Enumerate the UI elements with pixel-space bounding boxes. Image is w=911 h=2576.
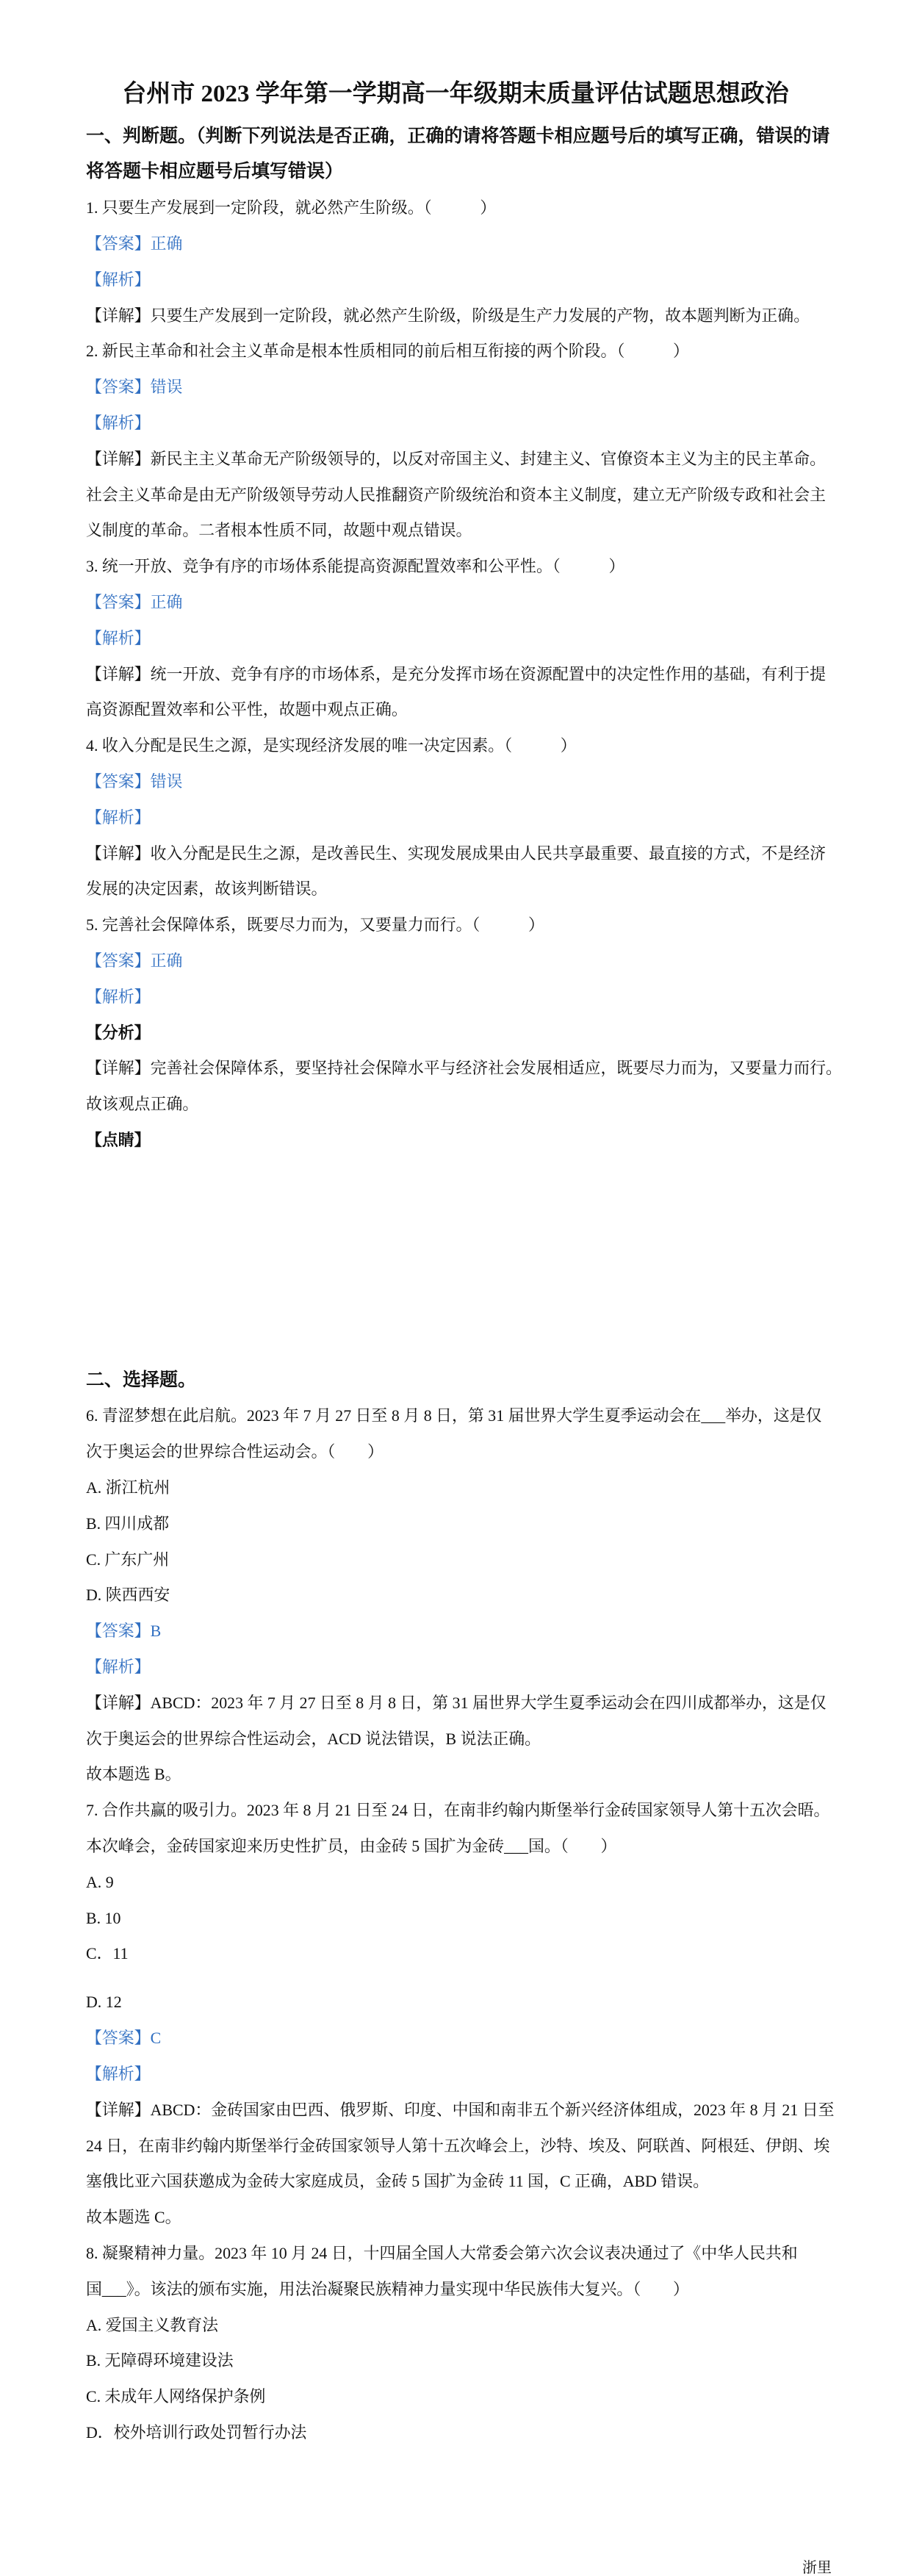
analysis-label: 【解析】 bbox=[86, 413, 151, 432]
answer-line: 【答案】正确 bbox=[86, 951, 183, 970]
conclusion-line: 故本题选 B。 bbox=[86, 1765, 181, 1784]
question-4 bbox=[86, 728, 894, 907]
detail-line: 【详解】只要生产发展到一定阶段，就必然产生阶级，阶级是生产力发展的产物，故本题判断为正确。 bbox=[86, 306, 810, 325]
question-stem: 3. 统一开放、竞争有序的市场体系能提高资源配置效率和公平性。（ ） bbox=[86, 557, 625, 576]
question-stem: 本次峰会，金砖国家迎来历史性扩员，由金砖 5 国扩为金砖___国。（ ） bbox=[86, 1836, 617, 1855]
analysis-label: 【解析】 bbox=[86, 628, 151, 647]
detail-line: 24 日，在南非约翰内斯堡举行金砖国家领导人第十五次峰会上，沙特、埃及、阿联酋、阿根廷、伊朗、埃 bbox=[86, 2136, 830, 2155]
question-1 bbox=[86, 190, 894, 334]
answer-line: 【答案】错误 bbox=[86, 771, 183, 791]
question-stem: 5. 完善社会保障体系，既要尽力而为，又要量力而行。（ ） bbox=[86, 915, 544, 935]
exam-title: 台州市 2023 学年第一学期高一年级期末质量评估试题思想政治 bbox=[122, 80, 789, 107]
option-a: A. 9 bbox=[86, 1872, 114, 1891]
question-3 bbox=[86, 549, 894, 728]
tip-label: 【点睛】 bbox=[86, 1130, 151, 1149]
question-stem: 6. 青涩梦想在此启航。2023 年 7 月 27 日至 8 月 8 日，第 31 届世界大学生夏季运动会在___举办，这是仅 bbox=[86, 1406, 822, 1425]
detail-line: 塞俄比亚六国获邀成为金砖大家庭成员，金砖 5 国扩为金砖 11 国，C 正确，ABD 错误。 bbox=[86, 2172, 710, 2191]
analysis-label: 【解析】 bbox=[86, 807, 151, 827]
detail-line: 【详解】完善社会保障体系，要坚持社会保障水平与经济社会发展相适应，既要尽力而为，又要量力而行。 bbox=[86, 1059, 842, 1078]
option-a: A. 浙江杭州 bbox=[86, 1478, 170, 1497]
answer-line: 【答案】正确 bbox=[86, 592, 183, 611]
detail-line: 次于奥运会的世界综合性运动会，ACD 说法错误，B 说法正确。 bbox=[86, 1729, 541, 1748]
answer-line: 【答案】C bbox=[86, 2029, 162, 2048]
detail-line: 义制度的革命。二者根本性质不同，故题中观点错误。 bbox=[86, 521, 472, 540]
question-stem: 1. 只要生产发展到一定阶段，就必然产生阶级。（ ） bbox=[86, 198, 497, 217]
section-heading-line: 将答题卡相应题号后填写错误） bbox=[86, 162, 344, 182]
analysis-label: 【解析】 bbox=[86, 987, 151, 1006]
option-d: D．校外培训行政处罚暂行办法 bbox=[86, 2422, 307, 2442]
analysis-label: 【解析】 bbox=[86, 270, 151, 289]
section-heading-line: 一、判断题。（判断下列说法是否正确，正确的请将答题卡相应题号后的填写正确，错误的请 bbox=[86, 126, 830, 146]
question-stem: 4. 收入分配是民生之源，是实现经济发展的唯一决定因素。（ ） bbox=[86, 736, 577, 755]
analysis-label: 【解析】 bbox=[86, 2064, 151, 2083]
question-2 bbox=[86, 334, 894, 549]
detail-line: 【详解】收入分配是民生之源，是改善民生、实现发展成果由人民共享最重要、最直接的方式，不是经济 bbox=[86, 843, 826, 863]
detail-line: 【详解】ABCD：金砖国家由巴西、俄罗斯、印度、中国和南非五个新兴经济体组成，2023 年 8 月 21 日至 bbox=[86, 2100, 835, 2119]
option-c: C. 未成年人网络保护条例 bbox=[86, 2387, 266, 2406]
option-b: B. 无障碍环境建设法 bbox=[86, 2351, 234, 2370]
answer-line: 【答案】B bbox=[86, 1622, 162, 1641]
option-a: A. 爱国主义教育法 bbox=[86, 2315, 218, 2334]
question-6 bbox=[86, 1398, 894, 1793]
detail-line: 高资源配置效率和公平性，故题中观点正确。 bbox=[86, 700, 408, 719]
answer-line: 【答案】正确 bbox=[86, 234, 183, 253]
option-d: D. 陕西西安 bbox=[86, 1586, 170, 1605]
section-true-false bbox=[86, 119, 894, 1159]
detail-line: 【详解】统一开放、竞争有序的市场体系，是充分发挥市场在资源配置中的决定性作用的基础，有利于提 bbox=[86, 664, 826, 683]
question-stem: 8. 凝聚精神力量。2023 年 10 月 24 日，十四届全国人大常委会第六次会议表决通过了《中华人民共和 bbox=[86, 2243, 798, 2262]
breakdown-label: 【分析】 bbox=[86, 1023, 151, 1042]
detail-line: 【详解】新民主主义革命无产阶级领导的，以反对帝国主义、封建主义、官僚资本主义为主的民主革命。 bbox=[86, 449, 826, 468]
question-7 bbox=[86, 1793, 894, 2236]
question-stem: 次于奥运会的世界综合性运动会。（ ） bbox=[86, 1442, 384, 1461]
section-multiple-choice bbox=[86, 1363, 894, 2451]
detail-line: 【详解】ABCD：2023 年 7 月 27 日至 8 月 8 日，第 31 届世界大学生夏季运动会在四川成都举办，这是仅 bbox=[86, 1693, 827, 1712]
option-c: C. 广东广州 bbox=[86, 1550, 170, 1569]
question-stem: 2. 新民主革命和社会主义革命是根本性质相同的前后相互衔接的两个阶段。（ ） bbox=[86, 342, 689, 361]
conclusion-line: 故本题选 C。 bbox=[86, 2208, 181, 2227]
answer-line: 【答案】错误 bbox=[86, 378, 183, 397]
option-b: B. 四川成都 bbox=[86, 1514, 170, 1533]
analysis-label: 【解析】 bbox=[86, 1657, 151, 1676]
section-heading-line: 二、选择题。 bbox=[86, 1370, 197, 1390]
option-c: C．11 bbox=[86, 1944, 129, 1963]
question-stem: 国___》。该法的颁布实施，用法治凝聚民族精神力量实现中华民族伟大复兴。（ ） bbox=[86, 2279, 689, 2298]
question-8 bbox=[86, 2236, 894, 2451]
detail-line: 社会主义革命是由无产阶级领导劳动人民推翻资产阶级统治和资本主义制度，建立无产阶级专政和社会主 bbox=[86, 485, 826, 504]
footer-watermark: 浙里 bbox=[802, 2560, 832, 2576]
detail-line: 发展的决定因素，故该判断错误。 bbox=[86, 879, 328, 899]
question-stem: 7. 合作共赢的吸引力。2023 年 8 月 21 日至 24 日，在南非约翰内斯堡举行金砖国家领导人第十五次会晤。 bbox=[86, 1801, 830, 1820]
detail-line: 故该观点正确。 bbox=[86, 1095, 199, 1114]
question-5 bbox=[86, 907, 894, 1159]
option-b: B. 10 bbox=[86, 1908, 121, 1927]
option-d: D. 12 bbox=[86, 1993, 122, 2012]
